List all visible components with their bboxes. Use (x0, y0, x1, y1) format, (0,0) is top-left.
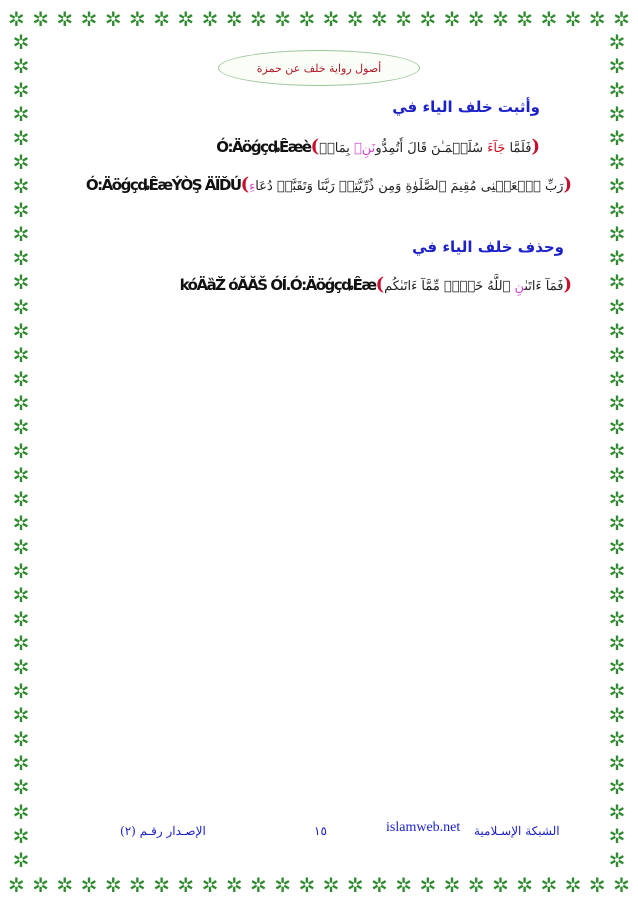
border-ornament-icon: ✲ (608, 751, 626, 776)
border-ornament-icon: ✲ (588, 873, 606, 897)
border-ornament-icon: ✲ (613, 873, 630, 897)
border-ornament-icon: ✲ (467, 873, 485, 897)
border-ornament-icon: ✲ (12, 126, 30, 151)
border-ornament-icon: ✲ (32, 873, 49, 897)
border-ornament-icon: ✲ (56, 7, 74, 31)
border-ornament-icon: ✲ (346, 7, 364, 31)
verse-text: ٱللَّهُ خَیۡرࣱ مِّمَّآ ءَاتَىٰكُم (384, 279, 515, 294)
border-ornament-icon: ✲ (371, 7, 388, 31)
border-ornament-icon: ✲ (608, 414, 626, 439)
border-ornament-icon: ✲ (12, 823, 30, 848)
border-ornament-icon: ✲ (274, 7, 291, 31)
border-ornament-icon: ✲ (12, 246, 30, 271)
verse-reference-glyphs: Ó:ÄӧǵçȡÊæÝÒŞ ÄÏĎÚ (85, 176, 241, 194)
verse-reference-glyphs: kóÄȁŽ óĂĂŠ ÓÍ.Ó:ÄӧǵçȡÊæ (179, 276, 376, 294)
border-ornament-icon: ✲ (608, 631, 626, 656)
border-ornament-icon: ✲ (608, 799, 626, 824)
verse-close-paren: ) (375, 274, 385, 295)
verse-highlight-pink: نَنِۦ (353, 141, 376, 156)
border-ornament-icon: ✲ (12, 438, 30, 463)
border-ornament-icon: ✲ (177, 873, 195, 897)
border-ornament-icon: ✲ (395, 873, 413, 897)
border-ornament-icon: ✲ (608, 318, 626, 343)
footer-issue: الإصـدار رقـم (٢) (120, 824, 206, 838)
border-ornament-icon: ✲ (608, 54, 626, 79)
border-ornament-icon: ✲ (371, 873, 388, 897)
border-ornament-icon: ✲ (12, 342, 30, 367)
border-ornament-icon: ✲ (608, 126, 626, 151)
verse-text: فَلَمَّا (505, 141, 532, 156)
border-ornament-icon: ✲ (201, 873, 219, 897)
border-ornament-icon: ✲ (608, 366, 626, 391)
border-ornament-icon: ✲ (12, 102, 30, 127)
border-ornament-icon: ✲ (12, 775, 30, 800)
border-ornament-icon: ✲ (12, 510, 30, 535)
border-ornament-icon: ✲ (153, 873, 170, 897)
border-ornament-icon: ✲ (608, 78, 626, 103)
border-ornament-icon: ✲ (540, 873, 558, 897)
border-ornament-icon: ✲ (12, 462, 30, 487)
border-ornament-icon: ✲ (12, 390, 30, 415)
border-ornament-icon: ✲ (588, 7, 606, 31)
bottom-border (8, 872, 630, 898)
border-ornament-icon: ✲ (608, 534, 626, 559)
verse-text: فَمَآ ءَاتَىٰ (524, 279, 564, 294)
border-ornament-icon: ✲ (608, 679, 626, 704)
border-ornament-icon: ✲ (225, 873, 243, 897)
border-ornament-icon: ✲ (298, 7, 316, 31)
border-ornament-icon: ✲ (12, 799, 30, 824)
border-ornament-icon: ✲ (492, 7, 509, 31)
border-ornament-icon: ✲ (613, 7, 630, 31)
border-ornament-icon: ✲ (12, 318, 30, 343)
footer-network: الشبكة الإسـلامية (474, 824, 560, 838)
verse-open-paren: ( (563, 274, 572, 295)
verse-reference-glyphs: Ó:ÄӧǵçȡÊæè (216, 138, 311, 156)
border-ornament-icon: ✲ (608, 174, 626, 199)
border-ornament-icon: ✲ (608, 607, 626, 632)
verse-text: بِمَالࣲ (319, 141, 354, 156)
border-ornament-icon: ✲ (540, 7, 558, 31)
border-ornament-icon: ✲ (298, 873, 316, 897)
border-ornament-icon: ✲ (12, 607, 30, 632)
border-ornament-icon: ✲ (12, 294, 30, 319)
top-border (8, 6, 630, 32)
border-ornament-icon: ✲ (12, 30, 30, 54)
border-ornament-icon: ✲ (419, 873, 437, 897)
border-ornament-icon: ✲ (225, 7, 243, 31)
border-ornament-icon: ✲ (12, 174, 30, 199)
border-ornament-icon: ✲ (12, 222, 30, 247)
section2-heading (412, 238, 564, 256)
border-ornament-icon: ✲ (608, 30, 626, 54)
border-ornament-icon: ✲ (608, 847, 626, 872)
border-ornament-icon: ✲ (608, 583, 626, 608)
border-ornament-icon: ✲ (419, 7, 437, 31)
border-ornament-icon: ✲ (516, 7, 534, 31)
border-ornament-icon: ✲ (56, 873, 74, 897)
border-ornament-icon: ✲ (492, 873, 509, 897)
border-ornament-icon: ✲ (12, 847, 30, 872)
border-ornament-icon: ✲ (129, 873, 146, 897)
border-ornament-icon: ✲ (250, 7, 267, 31)
border-ornament-icon: ✲ (608, 655, 626, 680)
border-ornament-icon: ✲ (8, 873, 25, 897)
border-ornament-icon: ✲ (12, 655, 30, 680)
border-ornament-icon: ✲ (129, 7, 146, 31)
border-ornament-icon: ✲ (608, 342, 626, 367)
footer-site-link[interactable]: islamweb.net (386, 820, 461, 835)
border-ornament-icon: ✲ (201, 7, 219, 31)
border-ornament-icon: ✲ (104, 7, 122, 31)
border-ornament-icon: ✲ (467, 7, 485, 31)
border-ornament-icon: ✲ (12, 414, 30, 439)
border-ornament-icon: ✲ (12, 366, 30, 391)
border-ornament-icon: ✲ (153, 7, 170, 31)
left-border (8, 30, 34, 872)
border-ornament-icon: ✲ (608, 559, 626, 584)
border-ornament-icon: ✲ (608, 510, 626, 535)
border-ornament-icon: ✲ (608, 150, 626, 175)
border-ornament-icon: ✲ (608, 486, 626, 511)
border-ornament-icon: ✲ (104, 873, 122, 897)
border-ornament-icon: ✲ (8, 7, 25, 31)
border-ornament-icon: ✲ (608, 775, 626, 800)
border-ornament-icon: ✲ (608, 198, 626, 223)
border-ornament-icon: ✲ (608, 390, 626, 415)
section2-verse1 (180, 274, 572, 295)
section2-heading-text: وحذف خلف الياء في (412, 238, 564, 256)
border-ornament-icon: ✲ (564, 873, 582, 897)
border-ornament-icon: ✲ (12, 583, 30, 608)
section1-heading-text: وأثبت خلف الياء في (392, 98, 540, 116)
section1-heading (392, 98, 540, 116)
border-ornament-icon: ✲ (12, 198, 30, 223)
verse-open-paren: ( (563, 174, 572, 195)
verse-highlight-pink: ءِ (249, 179, 256, 194)
verse-highlight-pink: نِ (514, 279, 525, 294)
section1-verse2 (86, 174, 572, 195)
verse-open-paren: ( (531, 136, 540, 157)
border-ornament-icon: ✲ (12, 534, 30, 559)
verse-highlight-red: جَآءَ (487, 141, 506, 156)
header-title: أصول رواية خلف عن حمزة (256, 61, 382, 75)
border-ornament-icon: ✲ (12, 78, 30, 103)
border-ornament-icon: ✲ (12, 150, 30, 175)
border-ornament-icon: ✲ (12, 727, 30, 752)
border-ornament-icon: ✲ (608, 823, 626, 848)
border-ornament-icon: ✲ (177, 7, 195, 31)
verse-text: رَبِّ ٱجۡعَلۡنِی مُقِیمَ ٱلصَّلَوٰةِ وَمِن ذُرِّیَّتِیۚ رَبَّنَا وَتَقَبَّلۡ دُعَا (255, 179, 564, 194)
footer-page-number: ١٥ (314, 824, 327, 838)
verse-close-paren: ) (310, 136, 320, 157)
verse-close-paren: ) (240, 174, 250, 195)
header-oval (218, 50, 420, 86)
verse-text: سُلَيۡمَـٰنَ قَالَ أَتُمِدُّو (375, 141, 488, 156)
border-ornament-icon: ✲ (608, 727, 626, 752)
border-ornament-icon: ✲ (395, 7, 413, 31)
border-ornament-icon: ✲ (12, 703, 30, 728)
border-ornament-icon: ✲ (274, 873, 291, 897)
border-ornament-icon: ✲ (12, 270, 30, 295)
border-ornament-icon: ✲ (12, 751, 30, 776)
border-ornament-icon: ✲ (12, 54, 30, 79)
border-ornament-icon: ✲ (322, 7, 340, 31)
border-ornament-icon: ✲ (608, 438, 626, 463)
border-ornament-icon: ✲ (12, 559, 30, 584)
border-ornament-icon: ✲ (608, 102, 626, 127)
border-ornament-icon: ✲ (608, 222, 626, 247)
right-border (604, 30, 630, 872)
border-ornament-icon: ✲ (564, 7, 582, 31)
border-ornament-icon: ✲ (443, 873, 461, 897)
border-ornament-icon: ✲ (32, 7, 49, 31)
border-ornament-icon: ✲ (608, 462, 626, 487)
border-ornament-icon: ✲ (516, 873, 534, 897)
border-ornament-icon: ✲ (12, 679, 30, 704)
border-ornament-icon: ✲ (80, 7, 98, 31)
border-ornament-icon: ✲ (608, 270, 626, 295)
border-ornament-icon: ✲ (608, 294, 626, 319)
border-ornament-icon: ✲ (608, 246, 626, 271)
border-ornament-icon: ✲ (346, 873, 364, 897)
border-ornament-icon: ✲ (12, 631, 30, 656)
border-ornament-icon: ✲ (80, 873, 98, 897)
section1-verse1 (216, 136, 540, 157)
border-ornament-icon: ✲ (250, 873, 267, 897)
border-ornament-icon: ✲ (322, 873, 340, 897)
border-ornament-icon: ✲ (608, 703, 626, 728)
border-ornament-icon: ✲ (12, 486, 30, 511)
border-ornament-icon: ✲ (443, 7, 461, 31)
